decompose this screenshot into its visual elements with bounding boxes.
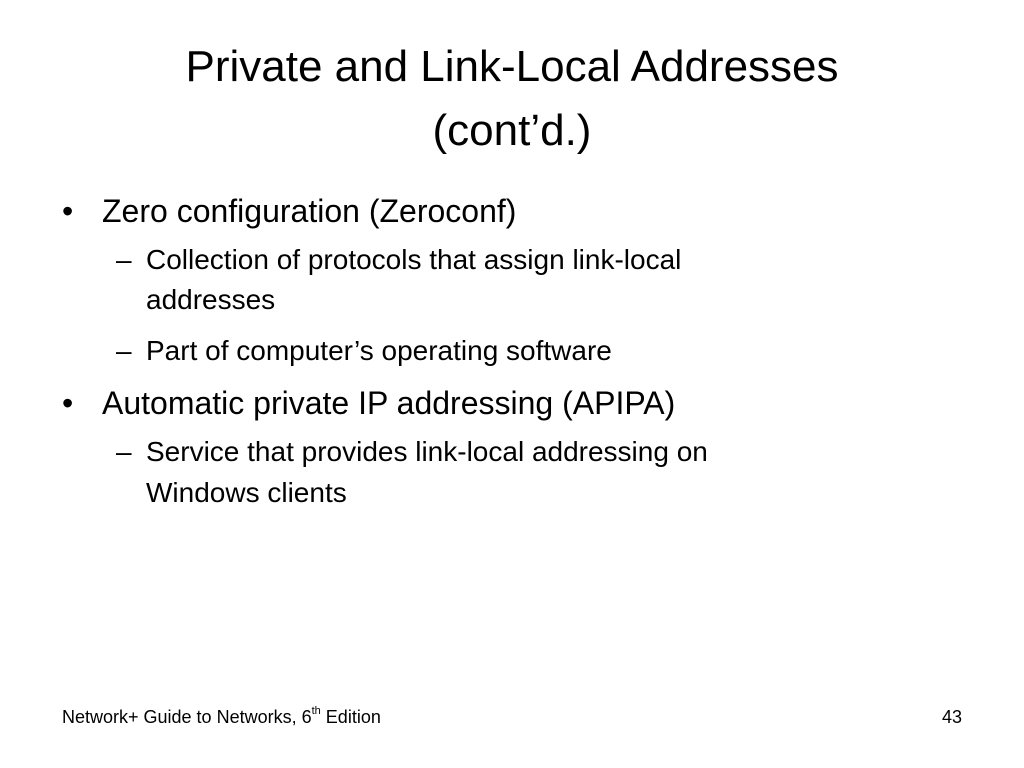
bullet-text: Zero configuration (Zeroconf) — [102, 193, 517, 229]
bullet-marker: • — [62, 385, 74, 421]
sub-bullet-marker: – — [116, 335, 132, 366]
footer-book-ordinal: th — [311, 705, 321, 717]
sub-bullet-text-line: Collection of protocols that assign link-local — [146, 244, 682, 275]
footer-book-prefix: Network+ Guide to Networks, 6 — [62, 707, 312, 727]
page-number: 43 — [941, 707, 962, 727]
footer-book-suffix: Edition — [320, 707, 381, 727]
slide-title-line-2: (cont’d.) — [432, 106, 592, 155]
sub-bullet-text-line: Service that provides link-local addressing on — [146, 436, 708, 467]
sub-bullet-text-line: Windows clients — [146, 477, 347, 508]
sub-bullet-text-line: Part of computer’s operating software — [146, 335, 612, 366]
sub-bullet-text-line: addresses — [146, 284, 276, 315]
slide-title-line-1: Private and Link-Local Addresses — [185, 42, 839, 91]
sub-bullet-marker: – — [116, 436, 132, 467]
footer-book-title — [62, 706, 381, 728]
sub-bullet-marker: – — [116, 244, 132, 275]
bullet-marker: • — [62, 193, 74, 229]
bullet-text: Automatic private IP addressing (APIPA) — [102, 385, 676, 421]
